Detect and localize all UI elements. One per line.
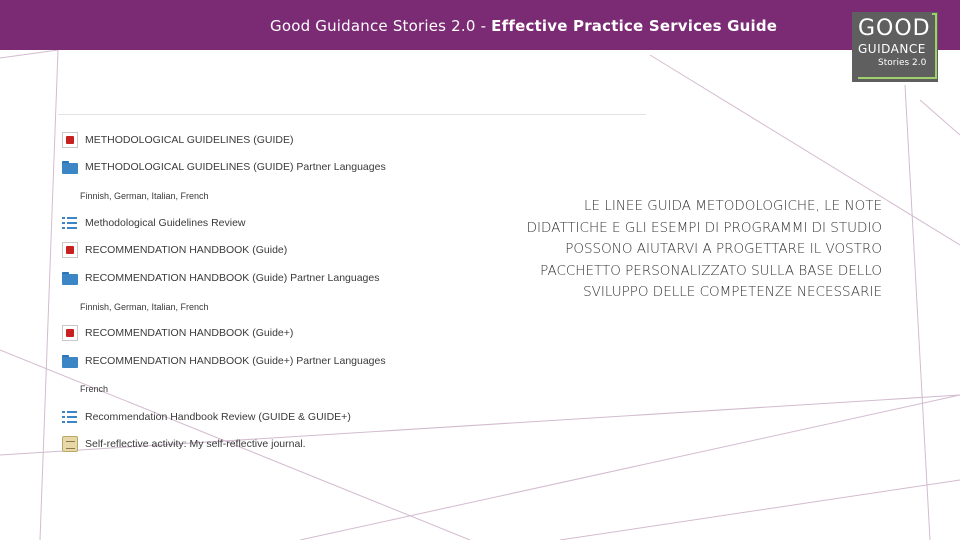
- list-icon: [62, 409, 78, 425]
- resource-item-methodological-review[interactable]: [58, 213, 246, 233]
- resource-item-label: RECOMMENDATION HANDBOOK (Guide): [85, 244, 288, 256]
- resource-item-label: METHODOLOGICAL GUIDELINES (GUIDE): [85, 134, 294, 146]
- description-text: LE LINEE GUIDA METODOLOGICHE, LE NOTE DIDATTICHE E GLI ESEMPI DI PROGRAMMI DI STUDIO POSSONO AIUTARVI A PROGETTARE IL VOSTRO PACCHETTO PERSONALIZZATO SULLA BASE DELLO SVILUPPO DELLE COMPETENZE NECESSARIE: [526, 198, 882, 300]
- resource-item-self-reflective-journal[interactable]: [58, 434, 306, 454]
- resource-item-label: Methodological Guidelines Review: [85, 217, 246, 229]
- resource-item-label: RECOMMENDATION HANDBOOK (Guide+): [85, 327, 294, 339]
- resource-item-label: METHODOLOGICAL GUIDELINES (GUIDE) Partner Languages: [85, 161, 386, 173]
- resource-item-recommendation-handbook-guide-languages[interactable]: [58, 268, 379, 288]
- resource-item-recommendation-review[interactable]: [58, 407, 351, 427]
- logo-line-guidance: GUIDANCE: [858, 42, 926, 56]
- resource-item-methodological-guidelines-languages[interactable]: [58, 157, 386, 177]
- resource-item-label: RECOMMENDATION HANDBOOK (Guide+) Partner Languages: [85, 355, 386, 367]
- divider: [58, 114, 646, 115]
- logo-line-stories: Stories 2.0: [878, 58, 927, 68]
- resource-item-subtext: Finnish, German, Italian, French: [80, 302, 209, 312]
- resource-item-label: Recommendation Handbook Review (GUIDE & GUIDE+): [85, 411, 351, 423]
- resource-item-label: Self-reflective activity: My self-reflective journal.: [85, 438, 306, 450]
- folder-icon: [62, 270, 78, 286]
- page-title: [270, 17, 777, 35]
- title-prefix: Good Guidance Stories 2.0 -: [270, 17, 492, 35]
- pdf-icon: [62, 325, 78, 341]
- good-guidance-logo: [852, 12, 938, 82]
- resource-item-subtext: French: [80, 384, 109, 394]
- resource-item-recommendation-handbook-guide-plus-languages[interactable]: [58, 351, 386, 371]
- journal-icon: [62, 436, 78, 452]
- title-emphasis: Effective Practice Services Guide: [491, 17, 778, 35]
- resource-item-recommendation-handbook-guide-plus[interactable]: [58, 323, 293, 343]
- resource-item-subtext: Finnish, German, Italian, French: [80, 191, 209, 201]
- folder-icon: [62, 353, 78, 369]
- pdf-icon: [62, 132, 78, 148]
- folder-icon: [62, 159, 78, 175]
- logo-line-good: GOOD: [858, 16, 931, 41]
- header-bar: [0, 0, 960, 50]
- pdf-icon: [62, 242, 78, 258]
- list-icon: [62, 215, 78, 231]
- resource-item-label: RECOMMENDATION HANDBOOK (Guide) Partner Languages: [85, 272, 380, 284]
- resource-item-methodological-guidelines[interactable]: [58, 130, 293, 150]
- resource-item-recommendation-handbook-guide[interactable]: [58, 240, 287, 260]
